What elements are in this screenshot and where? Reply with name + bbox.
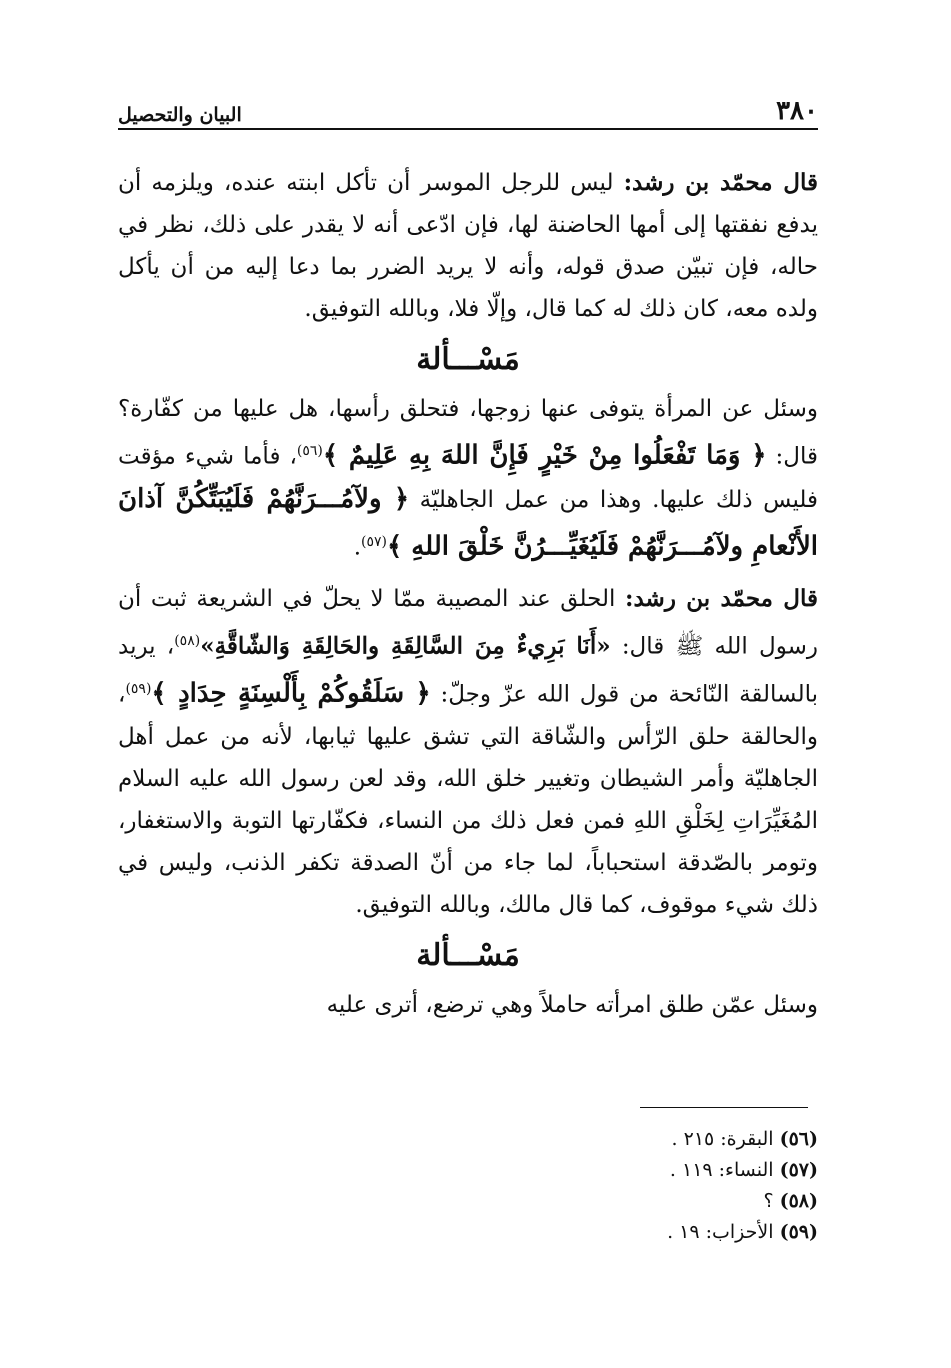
paragraph-question-1 [118,388,818,568]
footnote-item [418,1155,818,1186]
question-text: ، فأما شيء مؤقت فليس ذلك عليها. وهذا من عمل الجاهليّة [118,443,819,513]
sentence-end: . [353,534,362,561]
footnote-ref: (٥٩) [125,680,152,697]
question-text: وسئل عمّن طلق امرأته حاملاً وهي ترضع، أترى عليه [326,991,818,1018]
footnote-text: النساء: ١١٩ . [669,1159,774,1181]
question-text: وسئل عن المرأة يتوفى عنها زوجها، فتحلق رأسها، هل عليها من كفّارة؟ قال: [118,396,819,470]
footnote-ref: (٥٧) [361,533,387,550]
footnote-item [418,1217,818,1248]
paragraph-commentary-1 [118,162,818,330]
paragraph-commentary-2 [118,578,818,925]
quran-verse: ﴿ سَلَقُوكُمْ بِأَلْسِنَةٍ حِدَادٍ ﴾ [151,678,431,709]
commentary-text: ليس للرجل الموسر أن تأكل ابنته عنده، ويلزمه أن يدفع نفقتها إلى أمها الحاضنة لها، فإن ادّعى أنه لا يقدر على ذلك، نظر في حاله، فإن تبيّن صدق قوله، وأنه لا يريد الضرر بما دعا إليه من أن يأكل ولده معه، كان ذلك له كما قال، وإلّا فلا، وبالله التوفيق. [118,170,818,322]
footnote-ref: (٥٦) [296,443,323,459]
quran-verse: ﴿ ولآمُـــرَنَّهُمْ فَلَيُبَتِّكُنَّ آذانَ الأَنْعامِ ولآمُـــرَنَّهُمْ فَلَيُغَيِّـــرُنَّ خَلْقَ اللهِ ﴾ [118,483,818,562]
footnotes [418,1124,818,1248]
main-text [118,162,818,1026]
speaker-label: قال محمّد بن رشد: [623,169,819,196]
running-title: البيان والتحصيل [118,104,242,126]
commentary-text: الحلق عند المصيبة ممّا لا يحلّ في الشريعة ثبت أن رسول الله ﷺ قال: [118,586,818,660]
paragraph-question-2 [118,984,818,1026]
footnote-number: (٥٩) [779,1221,818,1243]
quran-verse: ﴿ وَمَا تَفْعَلُوا مِنْ خَيْرٍ فَإِنَّ اللهَ بِهِ عَلِيمٌ ﴾ [322,440,767,471]
footnote-text: الأحزاب: ١٩ . [667,1221,774,1243]
section-heading-masala-2: مَسْـــألة [416,937,520,973]
footnote-number: (٥٨) [779,1190,818,1212]
footnote-ref: (٥٨) [174,633,201,650]
header-rule [118,128,818,130]
hadith-quote: «أَنَا بَرِيءٌ مِنَ السَّالِقَةِ والحَالِقَةِ وَالشّاقَّةِ» [200,632,611,660]
section-heading-masala-1: مَسْـــألة [416,342,520,377]
footnote-rule [640,1107,808,1108]
speaker-label: قال محمّد بن رشد: [624,585,819,613]
page-header [118,92,818,126]
footnote-item [418,1186,818,1217]
footnote-number: (٥٦) [779,1128,818,1150]
page-number: ٣٨٠ [776,96,818,126]
commentary-text: ، يريد بالسالقة النّائحة من قول الله عزّ وجلّ: [118,633,818,708]
footnote-number: (٥٧) [779,1159,818,1181]
paragraph-gap [118,568,818,578]
footnote-text: البقرة: ٢١٥ . [671,1128,774,1150]
footnote-item [418,1124,818,1155]
commentary-text: ، والحالقة حلق الرّأس والشّاقة التي تشق عليها ثيابها، لأنه من عمل أهل الجاهليّة وأمر الشيطان وتغيير خلق الله، وقد لعن رسول الله عليه السلام المُغَيِّرَاتِ لِخَلْقِ اللهِ فمن فعل ذلك من النساء، فكفّارتها التوبة والاستغفار، وتومر بالصّدقة استحباباً، لما جاء من أنّ الصدقة تكفر الذنب، وليس في ذلك شيء موقوف، كما قال مالك، وبالله التوفيق. [118,681,818,918]
footnote-text: ؟ [763,1190,774,1212]
